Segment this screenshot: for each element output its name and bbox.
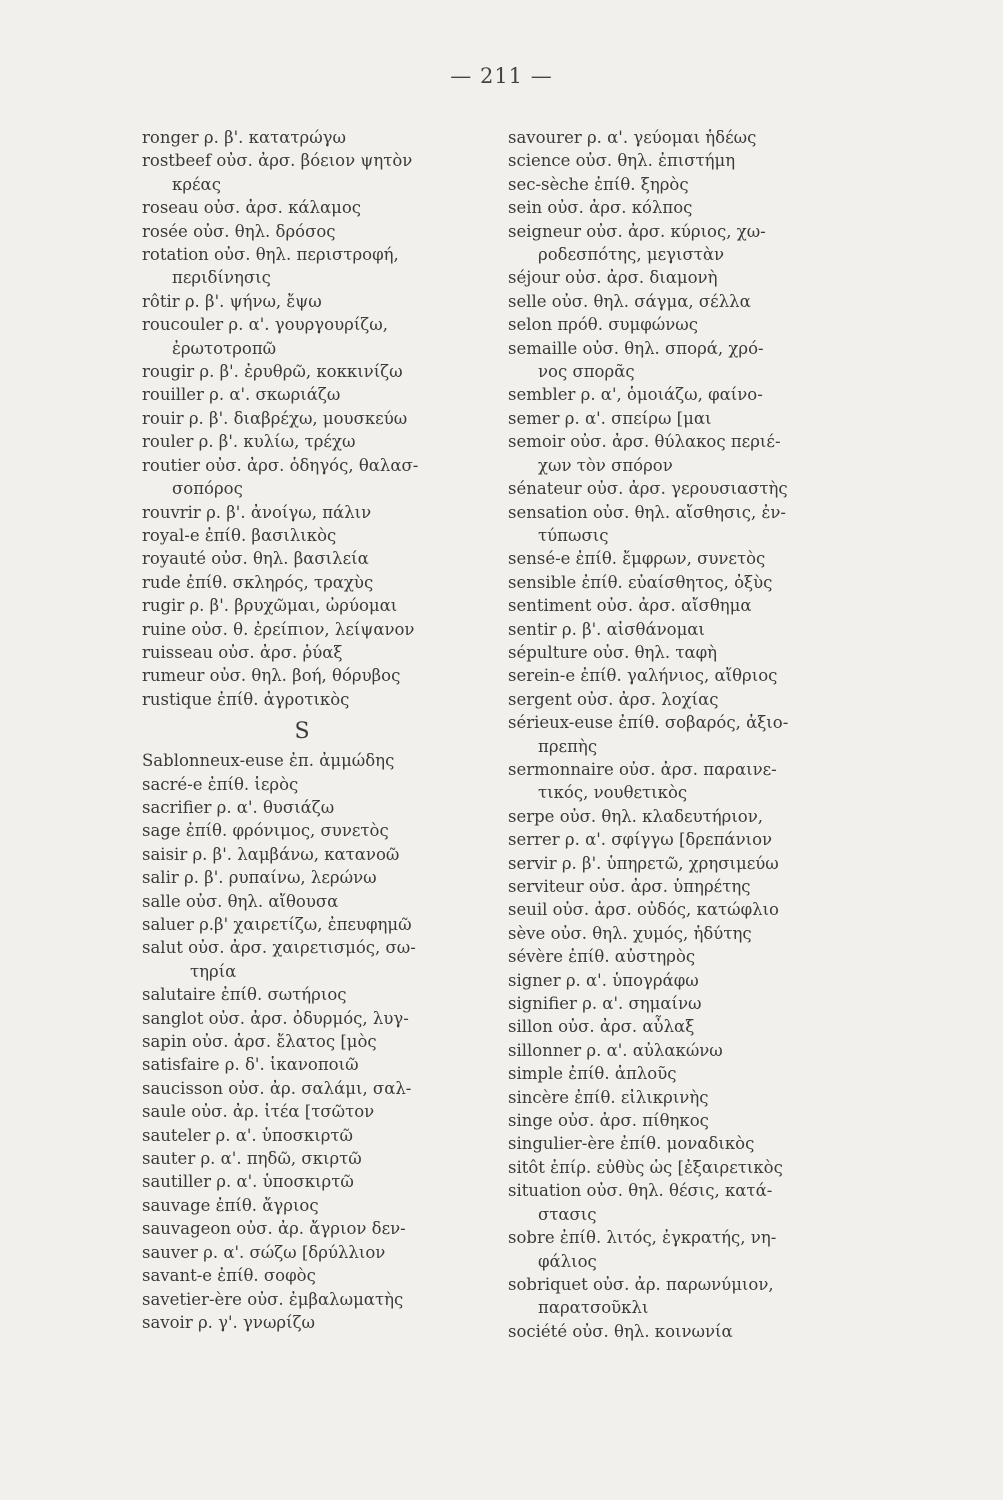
entry-sentir: sentir ρ. β'. αἰσθάνομαι xyxy=(508,619,705,639)
entry-severe: sévère ἐπίθ. αὐστηρὸς xyxy=(508,947,696,967)
entry-continuation: ροδεσπότης, μεγιστὰν xyxy=(538,245,725,265)
entry-continuation: φάλιος xyxy=(538,1251,597,1271)
entry-sauteler: sauteler ρ. α'. ὑποσκιρτῶ xyxy=(142,1125,353,1145)
entry-sobriquet: sobriquet οὐσ. ἀρ. παρωνύμιον, xyxy=(508,1274,774,1294)
entry-rumeur: rumeur οὐσ. θηλ. βοή, θόρυβος xyxy=(142,666,401,686)
entry-seuil: seuil οὐσ. ἀρσ. οὐδός, κατώφλιο xyxy=(508,900,779,920)
entry-salut: salut οὐσ. ἀρσ. χαιρετισμός, σω- xyxy=(142,938,416,958)
entry-sec: sec-sèche ἐπίθ. ξηρὸς xyxy=(508,174,689,194)
entry-servir: servir ρ. β'. ὑπηρετῶ, χρησιμεύω xyxy=(508,853,779,873)
entry-sillon: sillon οὐσ. ἀρσ. αὖλαξ xyxy=(508,1017,695,1037)
entry-serein: serein-e ἐπίθ. γαλήνιος, αἴθριος xyxy=(508,666,778,686)
entry-rouler: rouler ρ. β'. κυλίω, τρέχω xyxy=(142,432,356,452)
entry-roseau: roseau οὐσ. ἀρσ. κάλαμος xyxy=(142,198,362,218)
entry-continuation: κρέας xyxy=(172,174,221,194)
entry-serviteur: serviteur οὐσ. ἀρσ. ὑπηρέτης xyxy=(508,877,751,896)
entry-seve: sève οὐσ. θηλ. χυμός, ἡδύτης xyxy=(508,923,752,943)
entry-sauvageon: sauvageon οὐσ. ἀρ. ἄγριον δεν- xyxy=(142,1219,406,1239)
entry-sauver: sauver ρ. α'. σώζω [δρύλλιον xyxy=(142,1242,386,1262)
entry-sobre: sobre ἐπίθ. λιτός, ἐγκρατής, νη- xyxy=(508,1228,777,1248)
entry-semer: semer ρ. α'. σπείρω [μαι xyxy=(508,408,712,428)
entry-science: science οὐσ. θηλ. ἐπιστήμη xyxy=(508,151,736,171)
right-column xyxy=(508,126,868,1343)
entry-serrer: serrer ρ. α'. σφίγγω [δρεπάνιον xyxy=(508,830,773,850)
entry-routier: routier οὐσ. ἀρσ. ὁδηγός, θαλασ- xyxy=(142,455,419,475)
entry-rugir: rugir ρ. β'. βρυχῶμαι, ὠρύομαι xyxy=(142,596,398,616)
entry-continuation: σοπόρος xyxy=(172,479,243,499)
entry-sacrifier: sacrifier ρ. α'. θυσιάζω xyxy=(142,797,335,817)
entry-senateur: sénateur οὐσ. ἀρσ. γερουσιαστὴς xyxy=(508,479,788,499)
entry-sauter: sauter ρ. α'. πηδῶ, σκιρτῶ xyxy=(142,1149,362,1169)
entry-sejour: séjour οὐσ. ἀρσ. διαμονὴ xyxy=(508,268,718,288)
entry-sein: sein οὐσ. ἀρσ. κόλπος xyxy=(508,198,693,218)
entry-singe: singe οὐσ. ἀρσ. πίθηκος xyxy=(508,1111,709,1131)
entry-singulier: singulier-ère ἐπίθ. μοναδικὸς xyxy=(508,1134,755,1154)
entry-sepulture: sépulture οὐσ. θηλ. ταφὴ xyxy=(508,642,718,662)
entry-rougir: rougir ρ. β'. ἐρυθρῶ, κοκκινίζω xyxy=(142,362,403,382)
entry-simple: simple ἐπίθ. ἁπλοῦς xyxy=(508,1064,677,1084)
entry-continuation: τύπωσις xyxy=(538,525,609,545)
entry-rouir: rouir ρ. β'. διαβρέχω, μουσκεύω xyxy=(142,408,408,428)
entry-semaille: semaille οὐσ. θηλ. σπορά, χρό- xyxy=(508,338,764,358)
entry-sage: sage ἐπίθ. φρόνιμος, συνετὸς xyxy=(142,821,389,841)
entry-sembler: sembler ρ. α', ὁμοιάζω, φαίνο- xyxy=(508,385,763,405)
entry-roucouler: roucouler ρ. α'. γουργουρίζω, xyxy=(142,315,388,335)
entry-royaute: royauté οὐσ. θηλ. βασιλεία xyxy=(142,549,369,569)
entry-savourer: savourer ρ. α'. γεύομαι ἡδέως xyxy=(508,128,757,147)
entry-sauvage: sauvage ἐπίθ. ἄγριος xyxy=(142,1195,319,1215)
entry-sillonner: sillonner ρ. α'. αὐλακώνω xyxy=(508,1040,723,1060)
entry-sautiller: sautiller ρ. α'. ὑποσκιρτῶ xyxy=(142,1172,354,1192)
entry-sensible: sensible ἐπίθ. εὐαίσθητος, ὀξὺς xyxy=(508,572,773,592)
entry-saule: saule οὐσ. ἀρ. ἰτέα [τσῶτον xyxy=(142,1102,375,1122)
entry-continuation: παρατσοῦκλι xyxy=(538,1298,649,1318)
entry-signifier: signifier ρ. α'. σημαίνω xyxy=(508,994,702,1014)
entry-rouiller: rouiller ρ. α'. σκωριάζω xyxy=(142,385,341,405)
entry-saucisson: saucisson οὐσ. ἀρ. σαλάμι, σαλ- xyxy=(142,1078,412,1098)
entry-sergent: sergent οὐσ. ἀρσ. λοχίας xyxy=(508,689,719,709)
entry-situation: situation οὐσ. θηλ. θέσις, κατά- xyxy=(508,1181,773,1201)
entry-selle: selle οὐσ. θηλ. σάγμα, σέλλα xyxy=(508,291,751,311)
entry-selon: selon πρόθ. συμφώνως xyxy=(508,315,698,335)
entry-signer: signer ρ. α'. ὑπογράφω xyxy=(508,970,699,990)
entry-serieux: sérieux-euse ἐπίθ. σοβαρός, ἀξιο- xyxy=(508,713,789,733)
entry-sapin: sapin οὐσ. ἀρσ. ἔλατος [μὸς xyxy=(142,1032,377,1052)
entry-rustique: rustique ἐπίθ. ἀγροτικὸς xyxy=(142,689,350,709)
entry-serpe: serpe οὐσ. θηλ. κλαδευτήριον, xyxy=(508,806,763,826)
entry-savoir: savoir ρ. γ'. γνωρίζω xyxy=(142,1312,315,1332)
entry-continuation: ἐρωτοτροπῶ xyxy=(172,338,277,358)
entry-continuation: στασις xyxy=(538,1204,597,1224)
entry-sensation: sensation οὐσ. θηλ. αἴσθησις, ἐν- xyxy=(508,502,786,522)
entry-continuation: νος σπορᾶς xyxy=(538,362,635,382)
entry-savetier: savetier-ère οὐσ. ἐμβαλωματὴς xyxy=(142,1289,404,1309)
entry-savant: savant-e ἐπίθ. σοφὸς xyxy=(142,1266,316,1286)
entry-rostbeef: rostbeef οὐσ. ἀρσ. βόειον ψητὸν xyxy=(142,151,413,171)
entry-societe: société οὐσ. θηλ. κοινωνία xyxy=(508,1321,733,1341)
entry-sablonneux: Sablonneux-euse ἐπ. ἀμμώδης xyxy=(142,751,395,771)
entry-salutaire: salutaire ἐπίθ. σωτήριος xyxy=(142,985,347,1005)
entry-satisfaire: satisfaire ρ. δ'. ἱκανοποιῶ xyxy=(142,1055,359,1075)
entry-sanglot: sanglot οὐσ. ἀρσ. ὀδυρμός, λυγ- xyxy=(142,1008,409,1028)
entry-salir: salir ρ. β'. ρυπαίνω, λερώνω xyxy=(142,868,377,888)
entry-continuation: χων τὸν σπόρον xyxy=(538,455,673,475)
entry-rude: rude ἐπίθ. σκληρός, τραχὺς xyxy=(142,572,374,592)
entry-seigneur: seigneur οὐσ. ἀρσ. κύριος, χω- xyxy=(508,221,766,241)
entry-sermonnaire: sermonnaire οὐσ. ἀρσ. παραινε- xyxy=(508,759,777,779)
entry-sitot: sitôt ἐπίρ. εὐθὺς ὡς [ἐξαιρετικὸς xyxy=(508,1157,783,1177)
entry-rotir: rôtir ρ. β'. ψήνω, ἔψω xyxy=(142,291,322,311)
section-letter-heading: S xyxy=(294,719,310,745)
entry-semoir: semoir οὐσ. ἀρσ. θύλακος περιέ- xyxy=(508,432,781,452)
entry-ronger: ronger ρ. β'. κατατρώγω xyxy=(142,128,346,147)
entry-sentiment: sentiment οὐσ. ἀρσ. αἴσθημα xyxy=(508,596,752,616)
entry-sacre: sacré-e ἐπίθ. ἱερὸς xyxy=(142,774,299,794)
entry-rouvrir: rouvrir ρ. β'. ἀνοίγω, πάλιν xyxy=(142,502,372,522)
entry-royal: royal-e ἐπίθ. βασιλικὸς xyxy=(142,525,337,545)
entry-saluer: saluer ρ.β' χαιρετίζω, ἐπευφημῶ xyxy=(142,915,412,934)
entry-continuation: πρεπὴς xyxy=(538,736,598,756)
entry-ruisseau: ruisseau οὐσ. ἀρσ. ῥύαξ xyxy=(142,642,343,662)
entry-sincere: sincère ἐπίθ. εἰλικρινὴς xyxy=(508,1087,709,1107)
entry-continuation: τικός, νουθετικὸς xyxy=(538,783,688,803)
entry-continuation: τηρία xyxy=(190,961,237,981)
left-column xyxy=(142,126,502,1334)
entry-rotation: rotation οὐσ. θηλ. περιστροφή, xyxy=(142,245,399,265)
page-number: — 211 — xyxy=(450,64,553,88)
entry-salle: salle οὐσ. θηλ. αἴθουσα xyxy=(142,891,339,911)
entry-sense: sensé-e ἐπίθ. ἔμφρων, συνετὸς xyxy=(508,549,766,569)
entry-saisir: saisir ρ. β'. λαμβάνω, κατανοῶ xyxy=(142,844,400,864)
entry-rosee: rosée οὐσ. θηλ. δρόσος xyxy=(142,221,336,241)
entry-continuation: περιδίνησις xyxy=(172,268,271,288)
entry-ruine: ruine οὐσ. θ. ἐρείπιον, λείψανον xyxy=(142,619,415,639)
